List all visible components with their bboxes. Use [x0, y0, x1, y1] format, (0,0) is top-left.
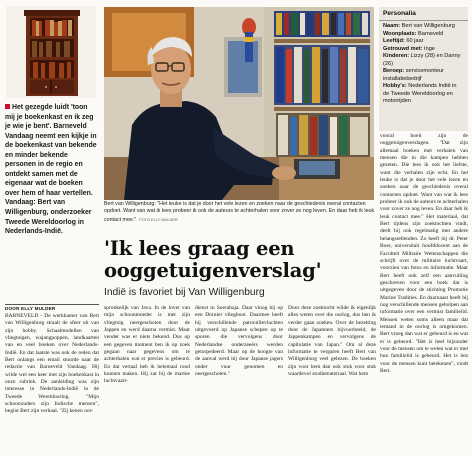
photo-credit: FOTO ELLY MULDER — [139, 216, 178, 222]
headline: 'Ik lees graag een ooggetuigenverslag' — [104, 237, 322, 282]
personalia-key: Woonplaats: — [383, 30, 417, 37]
personalia-row — [379, 68, 468, 83]
personalia-key: Beroep: — [383, 68, 405, 74]
personalia-title: Personalia — [379, 7, 468, 21]
personalia-row — [379, 53, 468, 68]
personalia-row — [379, 31, 468, 39]
article-column-2: spronkelijk van Java. In de lover van mijn schoonmoeder is met zijn vliegtuig neergeschoten door de Jappen en werd daarna vermist. Maar vender was er niets bekend. Dus op een gegeven moment ben ik op zoek gegaan naar gegevens om te achterhalen wat er precies is gebeurd. En dat vertaal heb ik helemaal rond kunnen maken. Hij zat bij de marine luchtvaart- — [104, 305, 190, 385]
article-column-3: dienst in Soerabaja. Daar vloog hij op een Dornier vliegboot. Daarmee heeft hij verschillende patrouillevluchten uitgevoerd op Japanse schepen op te sporen die vervolgens door Nederlandse onderzeeërs werden getorpedeerd. Maar op de hoogte van de aanval werd hij door Japanse jagers onder vuur genomen en neergeschoten." — [195, 305, 283, 378]
personalia-value: Inge — [424, 45, 435, 52]
personalia-value: servicemonteur installatiebedrijf — [383, 68, 444, 82]
personalia-key: Getrouwd met: — [383, 45, 423, 52]
subheadline: Indië is favoriet bij Van Willigenburg — [104, 287, 265, 298]
personalia-row — [379, 83, 468, 106]
personalia-value: 60 jaar — [406, 38, 424, 44]
personalia-value: Barneveld — [418, 30, 444, 37]
personalia-box — [379, 7, 468, 131]
caption-text: Bert van Willigenburg: "Het leuke is dat je door het vele lezen en zoeken naar de geschiedenis overal contacten opdoet. Want van wat ik lees probeer ik ook de auteurs te achterhalen voor zover ze nog leven. En daar heb ik leuk contact mee." — [104, 201, 375, 223]
personalia-row — [379, 46, 468, 54]
personalia-key: Naam: — [383, 23, 401, 29]
main-photo — [104, 7, 374, 200]
personalia-value: Lizzy (28) en Danny (26) — [383, 53, 461, 67]
personalia-value: Nederlands Indië in de Tweede Wereldoorlog en motorrijden — [383, 83, 457, 104]
personalia-key: Hobby's: — [383, 83, 407, 89]
red-square-icon — [5, 104, 10, 109]
article-column-right: vooral boeit zijn de ooggetuigenverslagen. "Dat zijn allemaal boeken met verhalen van mensen die in die kampen hebben gezeten. Die lees ik ook het liefste, want die verhalen zijn echt. En het leuke is dat je door het vele lezen en zoeken naar de geschiedenis overal contacten opdoet. Want van wat ik lees probeer ik ook de auteurs te achterhalen voor zover ze nog leven. En daar heb ik leuk contact mee." Het materiaal, dat Bert tijdens zijn zoektochten vindt, deelt hij ook regelmatig met andere belangstellenden. Zo heeft hij dr. Peter Boer, universitair hoofddocent aan de Faculteit Militaire Wetenschappen die schrijft over de militaire luchtvaart, voorzien van fotos en informatie. Maar Bert heeft ook zelf een aanvulling geschreven voor een boek dat is uitgegeven door de stichting Promotie Marine Tradities. En daarnaast heeft hij nog verschillende mensen geholpen aan informatie over een vermist familielid. Mensen weten soms alleen maar dat iemand in de oorlog is omgekomen. Bert vroeg dan wat er gebeurd is en wat er is gebeurd. "Het is heel bijzonder voor de mensen om te weten wat er met hun familielid is gebeurd. Het is iets voor de mensen kunt betekenen", vindt Bert. — [380, 133, 468, 374]
article-column-1: BARNEVELD - De werkkamer van Bert van Willigenburg straalt de sfeer uit van zijn hobby. Schaalmodellen van vliegtuigen, wajangpoppen, landkaarten van en veel boeken over Nederlands-Indië. En dat laatste was ook de reden dat Bert onlangs een email stuurde naar de redactie van Barneveld Vandaag. Hij wilde wel een keer met zijn boekenkast in onze rubriek. De aanleiding was zijn interesse in Nederlands-Indië in de Tweede Wereldoorlog. "Mijn schoonouders zijn Indische mensen", begint Bert zijn verhaal. "Zij kenen oor- — [5, 313, 99, 415]
personalia-value: Bert van Willigenburg — [401, 23, 455, 29]
personalia-row — [379, 23, 468, 31]
byline: DOOR ELLY MULDER — [5, 304, 99, 311]
bookcase-photo — [6, 6, 96, 98]
article-column-4: Door deze zoektocht wilde ik eigenlijk alles weten over die oorlog, dus ben ik verder gaan zoeken. Over de bezetting door de Japanners bijvoorbeeld, de Jappenkampen en vervolgens de capitulatie van Japan." Om al deze informatie te vergaren heeft Bert van Willigenburg veel gelezen. De boeken zijn voor hem dan ook stuk voor stuk waardevol studiemateriaal. Wat hem — [288, 305, 376, 378]
intro-text — [5, 103, 99, 237]
photo-caption — [104, 201, 376, 224]
personalia-key: Kinderen: — [383, 53, 410, 59]
personalia-row — [379, 38, 468, 46]
intro-body: Het gezegde luidt 'toon mij je boekenkast en ik zeg je wie je bent'. Barneveld Vandaag neemt een kijkje in de boekenkast van bekende en minder bekende personen in de regio en ontdekt samen met de eigenaar wat de boeken over hem of haar vertellen. Vandaag: Bert van Willigenburg, onderzoeker Tweede Wereldoorlog in Nederlands-Indië. — [5, 104, 97, 236]
personalia-key: Leeftijd: — [383, 38, 405, 44]
